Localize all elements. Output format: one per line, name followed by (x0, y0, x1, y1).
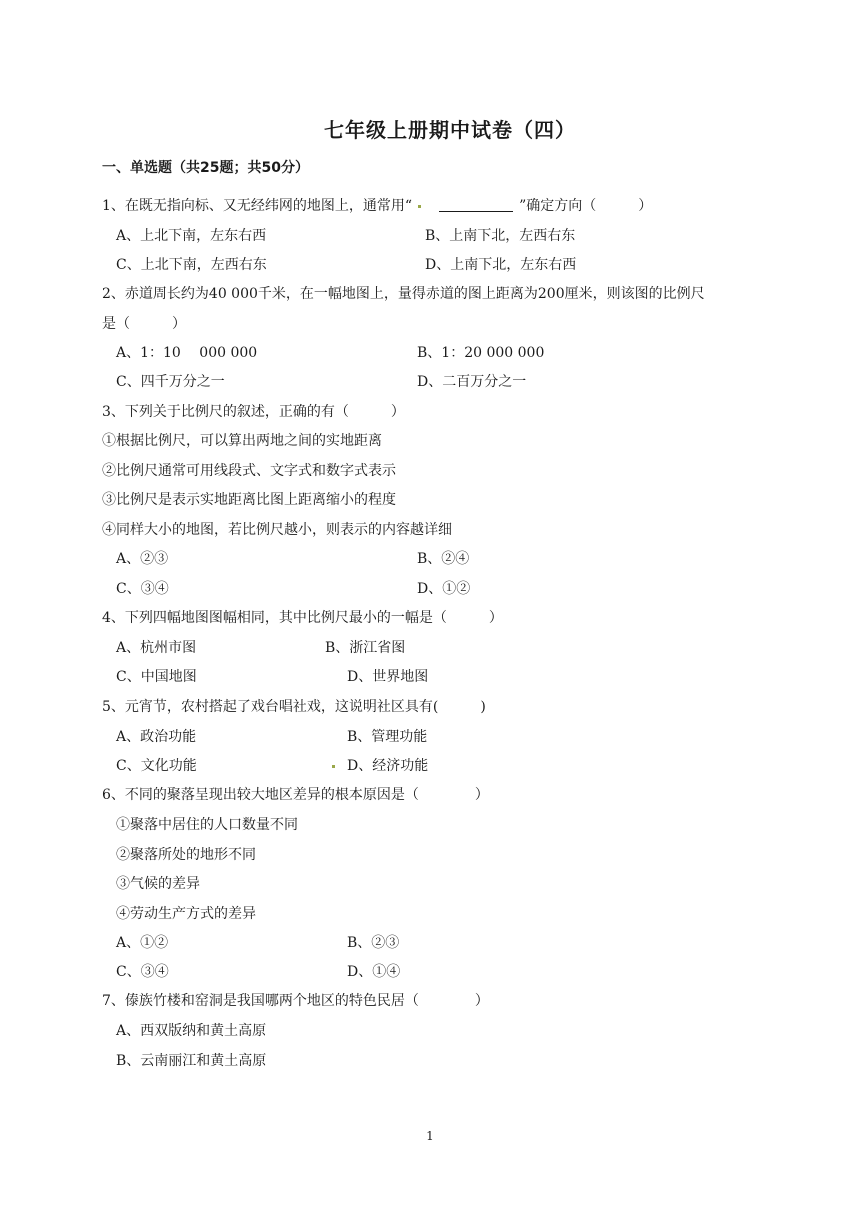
page-title: 七年级上册期中试卷（四） (324, 118, 576, 142)
question-6-option-b: B、②③ (347, 935, 400, 951)
question-6-option-c: C、③④ (116, 964, 169, 980)
question-6-statement-1: ①聚落中居住的人口数量不同 (116, 817, 298, 833)
question-2-option-d: D、二百万分之一 (417, 374, 527, 390)
question-6-statement-2: ②聚落所处的地形不同 (116, 847, 256, 863)
question-1-stem-after: ”确定方向（ ） (519, 198, 653, 214)
question-5-option-d: D、经济功能 (347, 758, 429, 774)
question-5-option-b: B、管理功能 (347, 729, 428, 745)
question-3-option-d: D、①② (417, 581, 471, 597)
question-4-option-c: C、中国地图 (116, 669, 197, 685)
question-1-option-b: B、上南下北，左西右东 (425, 228, 576, 244)
question-4-stem: 4、下列四幅地图图幅相同，其中比例尺最小的一幅是（ ） (102, 610, 503, 626)
question-4-option-b: B、浙江省图 (325, 640, 406, 656)
question-2-stem-line1: 2、赤道周长约为40 000千米，在一幅地图上，量得赤道的图上距离为200厘米，则该图的比例尺 (102, 286, 705, 302)
question-3-statement-4: ④同样大小的地图，若比例尺越小，则表示的内容越详细 (102, 522, 452, 538)
question-5-stem: 5、元宵节，农村搭起了戏台唱社戏，这说明社区具有( ) (102, 699, 486, 715)
answer-blank (439, 197, 513, 212)
question-7-option-b: B、云南丽江和黄土高原 (116, 1053, 267, 1069)
question-6-option-a: A、①② (116, 935, 169, 951)
marker-dot-icon (332, 765, 335, 768)
question-1-option-a: A、上北下南，左东右西 (116, 228, 267, 244)
question-3-option-a: A、②③ (116, 551, 169, 567)
question-6-statement-4: ④劳动生产方式的差异 (116, 906, 256, 922)
question-7-option-a: A、西双版纳和黄土高原 (116, 1023, 267, 1039)
question-3-statement-1: ①根据比例尺，可以算出两地之间的实地距离 (102, 433, 382, 449)
question-3-statement-3: ③比例尺是表示实地距离比图上距离缩小的程度 (102, 492, 396, 508)
question-3-option-b: B、②④ (417, 551, 470, 567)
question-1-stem (102, 196, 652, 216)
question-6-option-d: D、①④ (347, 964, 401, 980)
question-2-option-c: C、四千万分之一 (116, 374, 225, 390)
question-2-stem-line2: 是（ ） (102, 316, 186, 332)
question-3-stem: 3、下列关于比例尺的叙述，正确的有（ ） (102, 404, 405, 420)
question-3-option-c: C、③④ (116, 581, 169, 597)
question-6-stem: 6、不同的聚落呈现出较大地区差异的根本原因是（ ） (102, 787, 489, 803)
question-2-option-a: A、1：10 000 000 (116, 345, 258, 361)
question-7-stem: 7、傣族竹楼和窑洞是我国哪两个地区的特色民居（ ） (102, 993, 489, 1009)
question-2-option-b: B、1：20 000 000 (417, 345, 545, 361)
question-6-statement-3: ③气候的差异 (116, 876, 200, 892)
section-header: 一、单选题（共25题；共50分） (102, 160, 309, 176)
question-3-statement-2: ②比例尺通常可用线段式、文字式和数字式表示 (102, 463, 396, 479)
question-1-option-d: D、上南下北，左东右西 (425, 257, 577, 273)
question-1-stem-before: 1、在既无指向标、又无经纬网的地图上，通常用“ (102, 198, 413, 214)
question-5-option-c: C、文化功能 (116, 758, 197, 774)
question-1-option-c: C、上北下南，左西右东 (116, 257, 267, 273)
question-5-option-a: A、政治功能 (116, 729, 197, 745)
marker-dot-icon (418, 205, 421, 208)
question-4-option-a: A、杭州市图 (116, 640, 197, 656)
question-4-option-d: D、世界地图 (347, 669, 429, 685)
page-number: 1 (426, 1129, 434, 1143)
